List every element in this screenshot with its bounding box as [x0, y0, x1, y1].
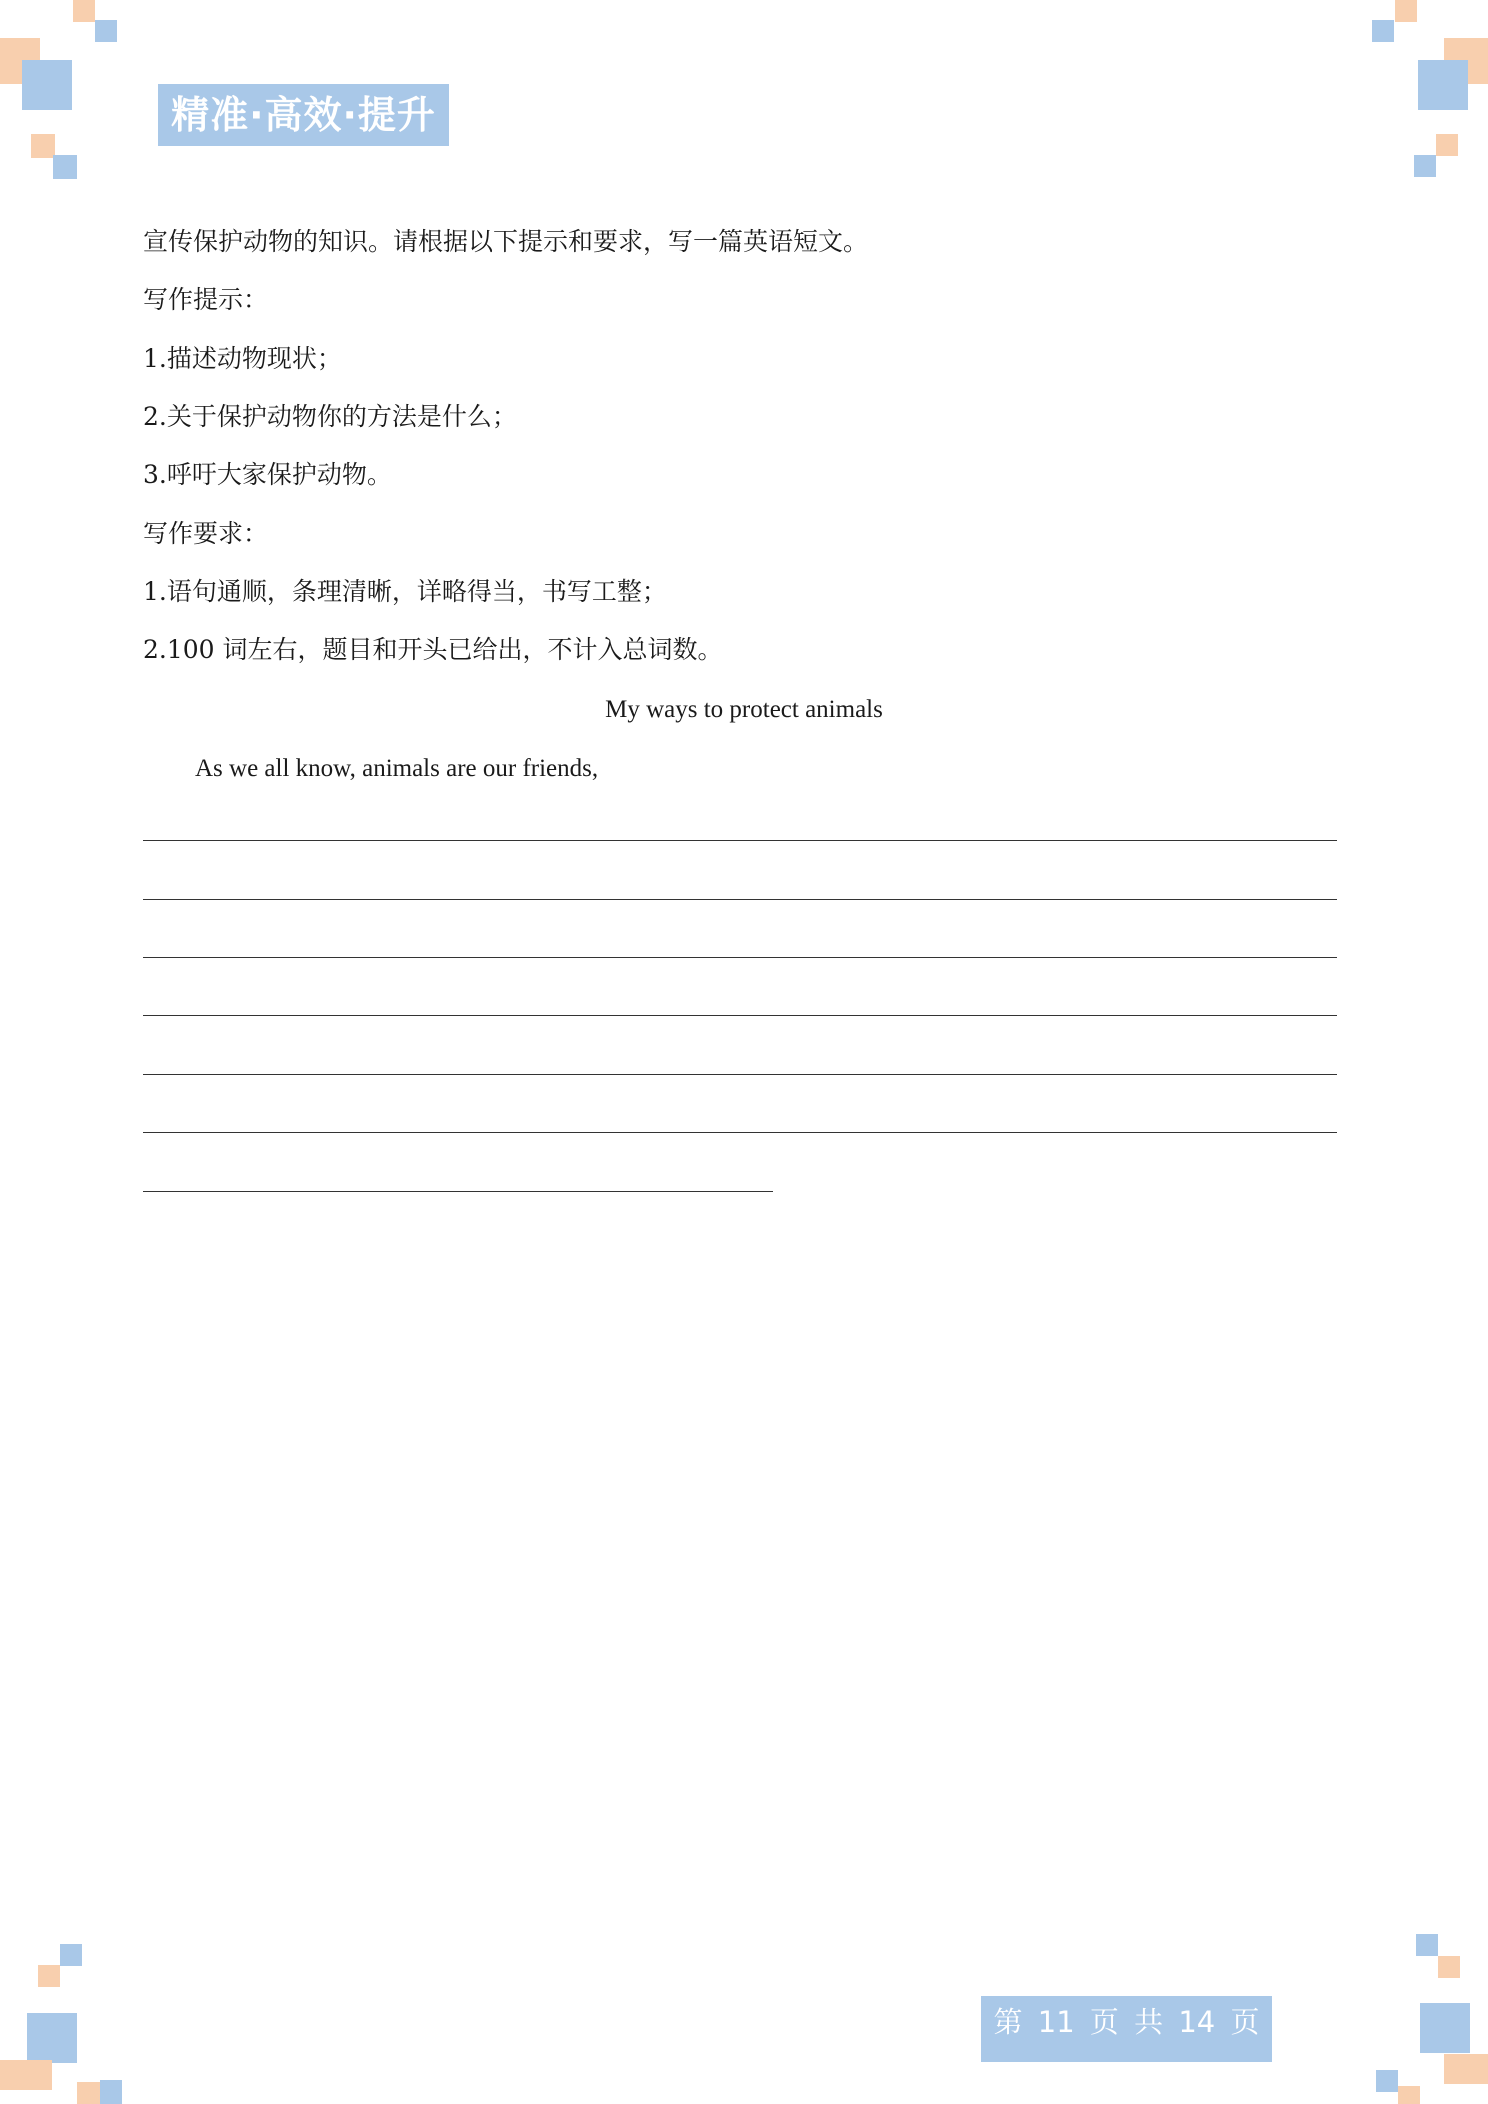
deco-square: [31, 134, 55, 158]
deco-square: [1398, 2086, 1420, 2104]
deco-square: [60, 1944, 82, 1966]
requirement-item-2: 2.100 词左右，题目和开头已给出，不计入总词数。: [143, 635, 723, 664]
deco-square: [1436, 134, 1458, 156]
hint-item-1: 1.描述动物现状；: [143, 344, 342, 373]
deco-square: [1416, 1934, 1438, 1956]
answer-line: [143, 1015, 1337, 1016]
essay-title: My ways to protect animals: [605, 696, 883, 723]
answer-line: [143, 957, 1337, 958]
hint-item-2: 2.关于保护动物你的方法是什么；: [143, 402, 517, 431]
essay-opening: As we all know, animals are our friends,: [195, 755, 599, 782]
deco-square: [1420, 2003, 1470, 2053]
writing-requirements-heading: 写作要求：: [143, 519, 269, 548]
deco-square: [1376, 2070, 1398, 2092]
deco-square: [1438, 1956, 1460, 1978]
answer-line: [143, 1191, 773, 1192]
deco-square: [53, 155, 77, 179]
deco-square: [1414, 155, 1436, 177]
deco-square: [1395, 0, 1417, 22]
answer-line: [143, 840, 1337, 841]
intro-line: 宣传保护动物的知识。请根据以下提示和要求，写一篇英语短文。: [143, 227, 869, 256]
page-indicator: 第 11 页 共 14 页: [981, 1996, 1272, 2062]
deco-square: [38, 1965, 60, 1987]
deco-square: [73, 0, 95, 22]
answer-line: [143, 1132, 1337, 1133]
deco-square: [95, 20, 117, 42]
deco-square: [22, 60, 72, 110]
deco-square: [100, 2080, 122, 2104]
deco-square: [77, 2082, 101, 2104]
deco-square: [0, 2060, 52, 2090]
writing-hints-heading: 写作提示：: [143, 285, 269, 314]
deco-square: [1372, 20, 1394, 42]
requirement-item-1: 1.语句通顺，条理清晰，详略得当，书写工整；: [143, 577, 667, 606]
hint-item-3: 3.呼吁大家保护动物。: [143, 460, 392, 489]
deco-square: [1418, 60, 1468, 110]
header-badge: 精准·高效·提升: [158, 84, 449, 146]
deco-square: [1444, 2054, 1488, 2084]
answer-line: [143, 1074, 1337, 1075]
answer-line: [143, 899, 1337, 900]
deco-square: [27, 2013, 77, 2063]
